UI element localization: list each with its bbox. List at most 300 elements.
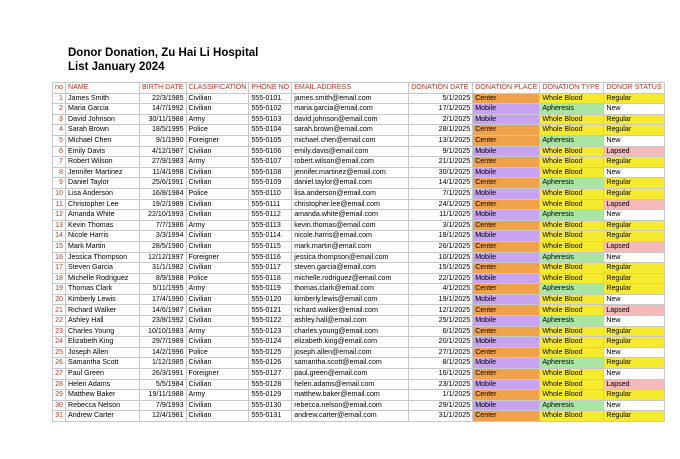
cell-donor-status[interactable]: New — [604, 252, 664, 263]
cell-name[interactable]: Michelle Rodriguez — [66, 273, 140, 284]
cell-donation-place[interactable]: Center — [473, 369, 540, 380]
cell-phone-no[interactable]: 555-0122 — [249, 316, 292, 327]
cell-email[interactable]: thomas.clark@email.com — [292, 284, 409, 295]
cell-donor-status[interactable]: Lapsed — [604, 379, 664, 390]
cell-birth-date[interactable]: 3/3/1994 — [140, 231, 187, 242]
cell-birth-date[interactable]: 8/9/1988 — [140, 273, 187, 284]
cell-donation-type[interactable]: Whole Blood — [540, 411, 604, 422]
cell-donor-status[interactable]: Lapsed — [604, 199, 664, 210]
cell-classification[interactable]: Police — [186, 273, 249, 284]
cell-no[interactable]: 18 — [53, 273, 66, 284]
cell-donation-date[interactable]: 30/1/2025 — [409, 167, 473, 178]
cell-no[interactable]: 6 — [53, 146, 66, 157]
cell-no[interactable]: 3 — [53, 114, 66, 125]
cell-donation-place[interactable]: Center — [473, 241, 540, 252]
cell-name[interactable]: Andrew Carter — [66, 411, 140, 422]
cell-donation-type[interactable]: Apheresis — [540, 316, 604, 327]
cell-donation-place[interactable]: Center — [473, 157, 540, 168]
cell-donation-type[interactable]: Apheresis — [540, 135, 604, 146]
cell-classification[interactable]: Police — [186, 125, 249, 136]
cell-donation-type[interactable]: Apheresis — [540, 284, 604, 295]
cell-classification[interactable]: Foreigner — [186, 369, 249, 380]
cell-birth-date[interactable]: 12/4/1981 — [140, 411, 187, 422]
cell-no[interactable]: 21 — [53, 305, 66, 316]
column-header-no[interactable]: no — [53, 83, 66, 94]
cell-email[interactable]: michelle.rodriguez@email.com — [292, 273, 409, 284]
cell-donation-date[interactable]: 5/1/2025 — [409, 93, 473, 104]
column-header-birth-date[interactable]: BIRTH DATE — [140, 83, 187, 94]
cell-name[interactable]: Daniel Taylor — [66, 178, 140, 189]
cell-phone-no[interactable]: 555-0131 — [249, 411, 292, 422]
cell-classification[interactable]: Civilian — [186, 231, 249, 242]
column-header-email-address[interactable]: EMAIL ADDRESS — [292, 83, 409, 94]
cell-name[interactable]: Kevin Thomas — [66, 220, 140, 231]
cell-phone-no[interactable]: 555-0119 — [249, 284, 292, 295]
cell-email[interactable]: daniel.taylor@email.com — [292, 178, 409, 189]
cell-phone-no[interactable]: 555-0127 — [249, 369, 292, 380]
cell-name[interactable]: Nicole Harris — [66, 231, 140, 242]
cell-donation-type[interactable]: Whole Blood — [540, 114, 604, 125]
cell-birth-date[interactable]: 14/2/1996 — [140, 347, 187, 358]
cell-email[interactable]: maria.garcia@email.com — [292, 104, 409, 115]
cell-donor-status[interactable]: Lapsed — [604, 241, 664, 252]
cell-donation-type[interactable]: Whole Blood — [540, 263, 604, 274]
cell-name[interactable]: Ashley Hall — [66, 316, 140, 327]
cell-donation-date[interactable]: 13/1/2025 — [409, 135, 473, 146]
cell-donation-type[interactable]: Apheresis — [540, 210, 604, 221]
cell-no[interactable]: 31 — [53, 411, 66, 422]
cell-donor-status[interactable]: New — [604, 369, 664, 380]
cell-no[interactable]: 4 — [53, 125, 66, 136]
cell-email[interactable]: richard.walker@email.com — [292, 305, 409, 316]
cell-classification[interactable]: Civilian — [186, 263, 249, 274]
cell-classification[interactable]: Army — [186, 390, 249, 401]
cell-donation-place[interactable]: Mobile — [473, 294, 540, 305]
cell-donation-date[interactable]: 9/1/2025 — [409, 146, 473, 157]
cell-donor-status[interactable]: Regular — [604, 220, 664, 231]
cell-classification[interactable]: Police — [186, 188, 249, 199]
cell-email[interactable]: david.johnson@email.com — [292, 114, 409, 125]
cell-name[interactable]: Helen Adams — [66, 379, 140, 390]
cell-phone-no[interactable]: 555-0130 — [249, 400, 292, 411]
cell-classification[interactable]: Civilian — [186, 316, 249, 327]
cell-no[interactable]: 7 — [53, 157, 66, 168]
cell-birth-date[interactable]: 23/8/1992 — [140, 316, 187, 327]
cell-no[interactable]: 19 — [53, 284, 66, 295]
cell-donation-place[interactable]: Mobile — [473, 210, 540, 221]
cell-donor-status[interactable]: Regular — [604, 263, 664, 274]
cell-phone-no[interactable]: 555-0110 — [249, 188, 292, 199]
cell-donor-status[interactable]: Regular — [604, 231, 664, 242]
cell-donation-type[interactable]: Whole Blood — [540, 305, 604, 316]
cell-classification[interactable]: Civilian — [186, 178, 249, 189]
cell-donation-date[interactable]: 6/1/2025 — [409, 326, 473, 337]
cell-donation-type[interactable]: Whole Blood — [540, 167, 604, 178]
cell-donation-place[interactable]: Center — [473, 305, 540, 316]
cell-donation-place[interactable]: Mobile — [473, 231, 540, 242]
cell-name[interactable]: Emily Davis — [66, 146, 140, 157]
cell-birth-date[interactable]: 1/12/1985 — [140, 358, 187, 369]
cell-phone-no[interactable]: 555-0117 — [249, 263, 292, 274]
cell-donor-status[interactable]: New — [604, 210, 664, 221]
cell-donation-date[interactable]: 1/1/2025 — [409, 390, 473, 401]
cell-no[interactable]: 11 — [53, 199, 66, 210]
cell-donation-type[interactable]: Whole Blood — [540, 294, 604, 305]
cell-phone-no[interactable]: 555-0108 — [249, 167, 292, 178]
cell-donation-type[interactable]: Whole Blood — [540, 125, 604, 136]
cell-phone-no[interactable]: 555-0103 — [249, 114, 292, 125]
cell-donor-status[interactable]: New — [604, 347, 664, 358]
cell-donor-status[interactable]: Regular — [604, 178, 664, 189]
cell-email[interactable]: sarah.brown@email.com — [292, 125, 409, 136]
cell-classification[interactable]: Foreigner — [186, 252, 249, 263]
cell-donor-status[interactable]: Regular — [604, 411, 664, 422]
cell-birth-date[interactable]: 27/9/1983 — [140, 157, 187, 168]
cell-birth-date[interactable]: 19/11/1988 — [140, 390, 187, 401]
cell-phone-no[interactable]: 555-0105 — [249, 135, 292, 146]
cell-donation-place[interactable]: Center — [473, 263, 540, 274]
cell-no[interactable]: 28 — [53, 379, 66, 390]
cell-donation-date[interactable]: 11/1/2025 — [409, 210, 473, 221]
cell-birth-date[interactable]: 31/1/1982 — [140, 263, 187, 274]
cell-name[interactable]: Jessica Thompson — [66, 252, 140, 263]
cell-donation-type[interactable]: Whole Blood — [540, 199, 604, 210]
cell-donation-type[interactable]: Whole Blood — [540, 220, 604, 231]
cell-no[interactable]: 30 — [53, 400, 66, 411]
cell-name[interactable]: Charles Young — [66, 326, 140, 337]
cell-email[interactable]: steven.garcia@email.com — [292, 263, 409, 274]
cell-donation-type[interactable]: Apheresis — [540, 252, 604, 263]
cell-donor-status[interactable]: New — [604, 400, 664, 411]
cell-phone-no[interactable]: 555-0112 — [249, 210, 292, 221]
cell-no[interactable]: 17 — [53, 263, 66, 274]
cell-name[interactable]: Paul Green — [66, 369, 140, 380]
cell-email[interactable]: joseph.allen@email.com — [292, 347, 409, 358]
cell-no[interactable]: 15 — [53, 241, 66, 252]
cell-classification[interactable]: Police — [186, 347, 249, 358]
cell-donation-type[interactable]: Whole Blood — [540, 390, 604, 401]
cell-birth-date[interactable]: 11/4/1998 — [140, 167, 187, 178]
cell-phone-no[interactable]: 555-0107 — [249, 157, 292, 168]
cell-email[interactable]: christopher.lee@email.com — [292, 199, 409, 210]
cell-name[interactable]: Lisa Anderson — [66, 188, 140, 199]
cell-donation-place[interactable]: Center — [473, 199, 540, 210]
cell-classification[interactable]: Army — [186, 326, 249, 337]
cell-donation-type[interactable]: Whole Blood — [540, 347, 604, 358]
cell-donation-date[interactable]: 14/1/2025 — [409, 178, 473, 189]
cell-no[interactable]: 26 — [53, 358, 66, 369]
cell-donation-date[interactable]: 25/1/2025 — [409, 316, 473, 327]
cell-donation-place[interactable]: Center — [473, 347, 540, 358]
cell-classification[interactable]: Civilian — [186, 104, 249, 115]
cell-donor-status[interactable]: New — [604, 294, 664, 305]
cell-no[interactable]: 2 — [53, 104, 66, 115]
cell-email[interactable]: ashley.hall@email.com — [292, 316, 409, 327]
cell-donor-status[interactable]: Regular — [604, 284, 664, 295]
cell-no[interactable]: 10 — [53, 188, 66, 199]
cell-donation-date[interactable]: 19/1/2025 — [409, 294, 473, 305]
cell-donor-status[interactable]: Regular — [604, 188, 664, 199]
cell-donation-type[interactable]: Whole Blood — [540, 326, 604, 337]
cell-birth-date[interactable]: 7/9/1993 — [140, 400, 187, 411]
cell-classification[interactable]: Army — [186, 114, 249, 125]
cell-classification[interactable]: Civilian — [186, 411, 249, 422]
cell-phone-no[interactable]: 555-0124 — [249, 337, 292, 348]
cell-birth-date[interactable]: 22/10/1993 — [140, 210, 187, 221]
cell-no[interactable]: 22 — [53, 316, 66, 327]
column-header-name[interactable]: NAME — [66, 83, 140, 94]
column-header-donor-status[interactable]: DONOR STATUS — [604, 83, 664, 94]
cell-phone-no[interactable]: 555-0101 — [249, 93, 292, 104]
cell-name[interactable]: Steven Garcia — [66, 263, 140, 274]
cell-donor-status[interactable]: Regular — [604, 326, 664, 337]
cell-name[interactable]: Maria Garcia — [66, 104, 140, 115]
cell-birth-date[interactable]: 19/2/1989 — [140, 199, 187, 210]
cell-classification[interactable]: Army — [186, 220, 249, 231]
cell-email[interactable]: mark.martin@email.com — [292, 241, 409, 252]
cell-donation-date[interactable]: 17/1/2025 — [409, 104, 473, 115]
cell-email[interactable]: jessica.thompson@email.com — [292, 252, 409, 263]
cell-donation-type[interactable]: Whole Blood — [540, 146, 604, 157]
cell-donation-date[interactable]: 24/1/2025 — [409, 199, 473, 210]
cell-donation-date[interactable]: 8/1/2025 — [409, 358, 473, 369]
cell-donation-place[interactable]: Center — [473, 411, 540, 422]
cell-donation-date[interactable]: 12/1/2025 — [409, 305, 473, 316]
cell-donor-status[interactable]: Lapsed — [604, 146, 664, 157]
cell-phone-no[interactable]: 555-0115 — [249, 241, 292, 252]
cell-donation-place[interactable]: Mobile — [473, 316, 540, 327]
cell-donation-type[interactable]: Whole Blood — [540, 337, 604, 348]
cell-no[interactable]: 16 — [53, 252, 66, 263]
cell-email[interactable]: michael.chen@email.com — [292, 135, 409, 146]
cell-email[interactable]: paul.green@email.com — [292, 369, 409, 380]
cell-donation-type[interactable]: Whole Blood — [540, 369, 604, 380]
cell-birth-date[interactable]: 4/12/1987 — [140, 146, 187, 157]
cell-birth-date[interactable]: 7/7/1986 — [140, 220, 187, 231]
cell-donor-status[interactable]: Regular — [604, 114, 664, 125]
column-header-phone-no[interactable]: PHONE NO — [249, 83, 292, 94]
cell-classification[interactable]: Army — [186, 157, 249, 168]
cell-birth-date[interactable]: 10/10/1983 — [140, 326, 187, 337]
cell-birth-date[interactable]: 18/5/1995 — [140, 125, 187, 136]
cell-classification[interactable]: Civilian — [186, 93, 249, 104]
cell-donation-type[interactable]: Apheresis — [540, 104, 604, 115]
cell-classification[interactable]: Civilian — [186, 167, 249, 178]
cell-phone-no[interactable]: 555-0106 — [249, 146, 292, 157]
cell-classification[interactable]: Civilian — [186, 305, 249, 316]
cell-donation-place[interactable]: Mobile — [473, 400, 540, 411]
cell-classification[interactable]: Civilian — [186, 210, 249, 221]
cell-phone-no[interactable]: 555-0102 — [249, 104, 292, 115]
cell-donation-date[interactable]: 23/1/2025 — [409, 379, 473, 390]
cell-donation-date[interactable]: 31/1/2025 — [409, 411, 473, 422]
cell-name[interactable]: Amanda White — [66, 210, 140, 221]
cell-email[interactable]: james.smith@email.com — [292, 93, 409, 104]
cell-donation-date[interactable]: 29/1/2025 — [409, 400, 473, 411]
cell-birth-date[interactable]: 28/5/1980 — [140, 241, 187, 252]
cell-donation-type[interactable]: Apheresis — [540, 358, 604, 369]
column-header-classification[interactable]: CLASSIFICATION — [186, 83, 249, 94]
cell-donation-date[interactable]: 7/1/2025 — [409, 188, 473, 199]
cell-name[interactable]: Rebecca Nelson — [66, 400, 140, 411]
cell-donation-date[interactable]: 21/1/2025 — [409, 157, 473, 168]
cell-donation-place[interactable]: Mobile — [473, 273, 540, 284]
cell-donor-status[interactable]: Lapsed — [604, 305, 664, 316]
cell-donor-status[interactable]: Regular — [604, 390, 664, 401]
cell-name[interactable]: Richard Walker — [66, 305, 140, 316]
cell-donation-date[interactable]: 10/1/2025 — [409, 252, 473, 263]
cell-email[interactable]: kimberly.lewis@email.com — [292, 294, 409, 305]
cell-phone-no[interactable]: 555-0126 — [249, 358, 292, 369]
cell-name[interactable]: Thomas Clark — [66, 284, 140, 295]
cell-birth-date[interactable]: 25/6/1991 — [140, 178, 187, 189]
cell-email[interactable]: robert.wilson@email.com — [292, 157, 409, 168]
cell-donation-place[interactable]: Center — [473, 125, 540, 136]
cell-donor-status[interactable]: Regular — [604, 337, 664, 348]
cell-donation-date[interactable]: 26/1/2025 — [409, 241, 473, 252]
cell-birth-date[interactable]: 30/11/1988 — [140, 114, 187, 125]
column-header-donation-type[interactable]: DONATION TYPE — [540, 83, 604, 94]
cell-donation-place[interactable]: Mobile — [473, 379, 540, 390]
cell-no[interactable]: 29 — [53, 390, 66, 401]
cell-birth-date[interactable]: 5/11/1995 — [140, 284, 187, 295]
cell-donation-type[interactable]: Whole Blood — [540, 241, 604, 252]
cell-donation-place[interactable]: Center — [473, 326, 540, 337]
cell-name[interactable]: Mark Martin — [66, 241, 140, 252]
cell-donation-place[interactable]: Center — [473, 178, 540, 189]
cell-donation-type[interactable]: Whole Blood — [540, 188, 604, 199]
cell-donation-place[interactable]: Mobile — [473, 188, 540, 199]
cell-no[interactable]: 12 — [53, 210, 66, 221]
cell-no[interactable]: 20 — [53, 294, 66, 305]
cell-email[interactable]: samantha.scott@email.com — [292, 358, 409, 369]
cell-classification[interactable]: Civilian — [186, 379, 249, 390]
cell-name[interactable]: James Smith — [66, 93, 140, 104]
cell-classification[interactable]: Civilian — [186, 146, 249, 157]
cell-email[interactable]: rebecca.nelson@email.com — [292, 400, 409, 411]
cell-classification[interactable]: Civilian — [186, 337, 249, 348]
cell-donation-date[interactable]: 22/1/2025 — [409, 273, 473, 284]
cell-donation-type[interactable]: Whole Blood — [540, 157, 604, 168]
cell-email[interactable]: matthew.baker@email.com — [292, 390, 409, 401]
cell-donation-place[interactable]: Center — [473, 390, 540, 401]
cell-phone-no[interactable]: 555-0120 — [249, 294, 292, 305]
cell-no[interactable]: 8 — [53, 167, 66, 178]
cell-donation-date[interactable]: 4/1/2025 — [409, 284, 473, 295]
cell-name[interactable]: Jennifer Martinez — [66, 167, 140, 178]
cell-birth-date[interactable]: 17/4/1990 — [140, 294, 187, 305]
cell-birth-date[interactable]: 9/1/1990 — [140, 135, 187, 146]
cell-donation-date[interactable]: 16/1/2025 — [409, 369, 473, 380]
cell-classification[interactable]: Civilian — [186, 199, 249, 210]
cell-email[interactable]: charles.young@email.com — [292, 326, 409, 337]
cell-donation-place[interactable]: Mobile — [473, 146, 540, 157]
cell-no[interactable]: 27 — [53, 369, 66, 380]
cell-no[interactable]: 9 — [53, 178, 66, 189]
cell-donor-status[interactable]: Regular — [604, 157, 664, 168]
cell-phone-no[interactable]: 555-0116 — [249, 252, 292, 263]
cell-no[interactable]: 25 — [53, 347, 66, 358]
cell-donation-type[interactable]: Apheresis — [540, 400, 604, 411]
cell-donation-date[interactable]: 3/1/2025 — [409, 220, 473, 231]
cell-donor-status[interactable]: New — [604, 104, 664, 115]
cell-no[interactable]: 1 — [53, 93, 66, 104]
cell-email[interactable]: kevin.thomas@email.com — [292, 220, 409, 231]
cell-classification[interactable]: Civilian — [186, 358, 249, 369]
cell-donor-status[interactable]: New — [604, 316, 664, 327]
cell-name[interactable]: Michael Chen — [66, 135, 140, 146]
cell-donation-place[interactable]: Center — [473, 93, 540, 104]
cell-birth-date[interactable]: 14/6/1987 — [140, 305, 187, 316]
cell-donation-date[interactable]: 27/1/2025 — [409, 347, 473, 358]
cell-donation-place[interactable]: Center — [473, 284, 540, 295]
cell-no[interactable]: 24 — [53, 337, 66, 348]
cell-name[interactable]: Robert Wilson — [66, 157, 140, 168]
cell-email[interactable]: elizabeth.king@email.com — [292, 337, 409, 348]
cell-no[interactable]: 5 — [53, 135, 66, 146]
cell-email[interactable]: andrew.carter@email.com — [292, 411, 409, 422]
cell-name[interactable]: Sarah Brown — [66, 125, 140, 136]
cell-email[interactable]: lisa.anderson@email.com — [292, 188, 409, 199]
cell-birth-date[interactable]: 14/7/1992 — [140, 104, 187, 115]
column-header-donation-date[interactable]: DONATION DATE — [409, 83, 473, 94]
cell-donation-place[interactable]: Center — [473, 135, 540, 146]
cell-donation-date[interactable]: 28/1/2025 — [409, 125, 473, 136]
cell-birth-date[interactable]: 5/5/1984 — [140, 379, 187, 390]
cell-no[interactable]: 14 — [53, 231, 66, 242]
cell-donor-status[interactable]: New — [604, 167, 664, 178]
column-header-donation-place[interactable]: DONATION PLACE — [473, 83, 540, 94]
cell-donation-place[interactable]: Mobile — [473, 252, 540, 263]
cell-phone-no[interactable]: 555-0121 — [249, 305, 292, 316]
cell-donation-type[interactable]: Whole Blood — [540, 379, 604, 390]
cell-classification[interactable]: Civilian — [186, 400, 249, 411]
cell-donation-type[interactable]: Whole Blood — [540, 231, 604, 242]
cell-donor-status[interactable]: New — [604, 135, 664, 146]
cell-birth-date[interactable]: 16/8/1984 — [140, 188, 187, 199]
cell-phone-no[interactable]: 555-0118 — [249, 273, 292, 284]
cell-donation-type[interactable]: Whole Blood — [540, 93, 604, 104]
cell-birth-date[interactable]: 26/3/1991 — [140, 369, 187, 380]
cell-phone-no[interactable]: 555-0114 — [249, 231, 292, 242]
cell-email[interactable]: amanda.white@email.com — [292, 210, 409, 221]
cell-donation-place[interactable]: Mobile — [473, 337, 540, 348]
cell-phone-no[interactable]: 555-0111 — [249, 199, 292, 210]
cell-name[interactable]: David Johnson — [66, 114, 140, 125]
cell-donation-place[interactable]: Mobile — [473, 114, 540, 125]
cell-phone-no[interactable]: 555-0125 — [249, 347, 292, 358]
cell-email[interactable]: jennifer.martinez@email.com — [292, 167, 409, 178]
cell-phone-no[interactable]: 555-0113 — [249, 220, 292, 231]
cell-classification[interactable]: Foreigner — [186, 135, 249, 146]
cell-donation-place[interactable]: Mobile — [473, 104, 540, 115]
cell-name[interactable]: Joseph Allen — [66, 347, 140, 358]
cell-donor-status[interactable]: Regular — [604, 93, 664, 104]
cell-donation-place[interactable]: Mobile — [473, 167, 540, 178]
cell-donation-date[interactable]: 18/1/2025 — [409, 231, 473, 242]
cell-name[interactable]: Samantha Scott — [66, 358, 140, 369]
cell-name[interactable]: Matthew Baker — [66, 390, 140, 401]
cell-no[interactable]: 23 — [53, 326, 66, 337]
cell-donor-status[interactable]: Regular — [604, 125, 664, 136]
cell-phone-no[interactable]: 555-0123 — [249, 326, 292, 337]
cell-classification[interactable]: Civilian — [186, 294, 249, 305]
cell-phone-no[interactable]: 555-0128 — [249, 379, 292, 390]
cell-donor-status[interactable]: Regular — [604, 273, 664, 284]
cell-name[interactable]: Kimberly Lewis — [66, 294, 140, 305]
cell-name[interactable]: Elizabeth King — [66, 337, 140, 348]
cell-classification[interactable]: Army — [186, 284, 249, 295]
